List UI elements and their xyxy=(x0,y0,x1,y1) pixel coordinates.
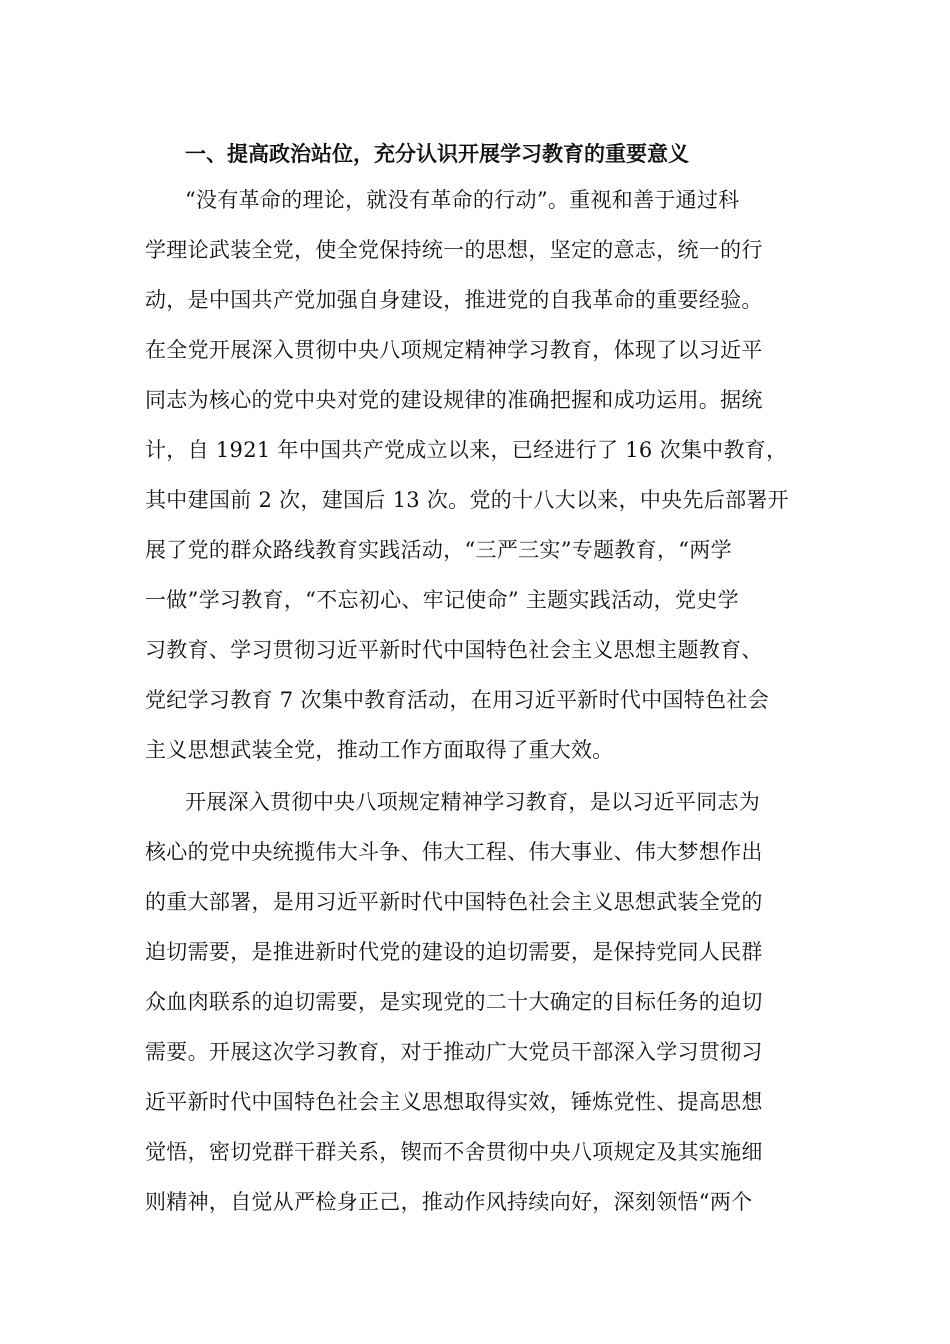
paragraph-1-line: 动，是中国共产党加强自身建设，推进党的自我革命的重要经验。 xyxy=(145,288,763,312)
paragraph-2-line: 核心的党中央统揽伟大斗争、伟大工程、伟大事业、伟大梦想作出 xyxy=(145,840,763,864)
paragraph-2-line: 近平新时代中国特色社会主义思想取得实效，锤炼党性、提高思想 xyxy=(145,1090,763,1114)
paragraph-1-line: “没有革命的理论，就没有革命的行动”。重视和善于通过科 xyxy=(185,188,740,212)
paragraph-2-line: 需要。开展这次学习教育，对于推动广大党员干部深入学习贯彻习 xyxy=(145,1040,763,1064)
paragraph-2-line: 众血肉联系的迫切需要，是实现党的二十大确定的目标任务的迫切 xyxy=(145,990,763,1014)
paragraph-1-line: 在全党开展深入贯彻中央八项规定精神学习教育，体现了以习近平 xyxy=(145,338,763,362)
paragraph-1-line: 同志为核心的党中央对党的建设规律的准确把握和成功运用。据统 xyxy=(145,388,763,412)
paragraph-2-line: 开展深入贯彻中央八项规定精神学习教育，是以习近平同志为 xyxy=(185,790,761,814)
paragraph-2-line: 则精神，自觉从严检身正己，推动作风持续向好，深刻领悟“两个 xyxy=(145,1190,753,1214)
paragraph-1-line: 一做”学习教育，“不忘初心、牢记使命” 主题实践活动，党史学 xyxy=(145,588,739,612)
paragraph-1-line: 主义思想武装全党，推动工作方面取得了重大效。 xyxy=(145,738,614,762)
paragraph-1-line: 其中建国前 2 次，建国后 13 次。党的十八大以来，中央先后部署开 xyxy=(145,488,789,512)
paragraph-2-line: 迫切需要，是推进新时代党的建设的迫切需要，是保持党同人民群 xyxy=(145,940,763,964)
section-heading: 一、提高政治站位，充分认识开展学习教育的重要意义 xyxy=(185,141,689,166)
paragraph-1-line: 习教育、学习贯彻习近平新时代中国特色社会主义思想主题教育、 xyxy=(145,638,763,662)
paragraph-1-line: 学理论武装全党，使全党保持统一的思想，坚定的意志，统一的行 xyxy=(145,238,763,262)
paragraph-2-line: 的重大部署，是用习近平新时代中国特色社会主义思想武装全党的 xyxy=(145,890,763,914)
paragraph-1-line: 党纪学习教育 7 次集中教育活动，在用习近平新时代中国特色社会 xyxy=(145,688,770,712)
paragraph-2-line: 觉悟，密切党群干群关系，锲而不舍贯彻中央八项规定及其实施细 xyxy=(145,1140,763,1164)
paragraph-1-line: 计，自 1921 年中国共产党成立以来，已经进行了 16 次集中教育， xyxy=(145,438,788,462)
paragraph-1-line: 展了党的群众路线教育实践活动，“三严三实”专题教育，“两学 xyxy=(145,538,732,562)
